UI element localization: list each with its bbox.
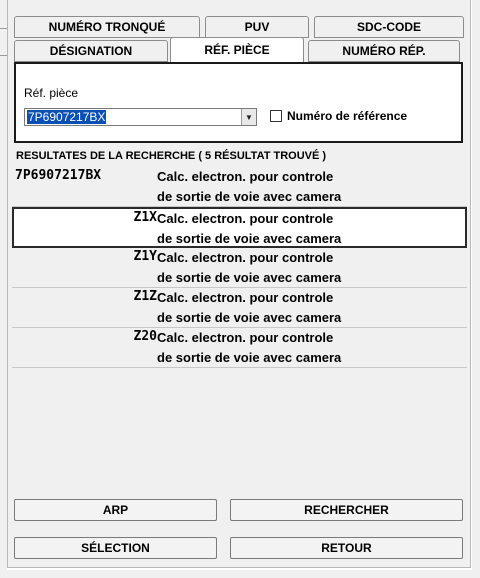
result-description-line: Calc. electron. pour controle <box>157 290 334 305</box>
result-code: 7P6907217BX <box>15 168 102 183</box>
numero-reference-checkbox[interactable] <box>270 110 282 122</box>
numero-reference-label[interactable]: Numéro de référence <box>287 109 408 123</box>
result-description <box>157 328 457 368</box>
result-description-line: Calc. electron. pour controle <box>157 250 334 265</box>
tab-numero-rep[interactable]: NUMÉRO RÉP. <box>308 40 460 62</box>
tab-numero-tronque[interactable]: NUMÉRO TRONQUÉ <box>14 16 200 38</box>
search-dialog <box>7 0 471 568</box>
search-panel <box>14 62 463 143</box>
tab-sdc-code[interactable]: SDC-CODE <box>314 16 464 38</box>
result-row[interactable] <box>12 288 467 328</box>
result-row-selected[interactable] <box>12 207 467 248</box>
ref-piece-value[interactable]: 7P6907217BX <box>28 110 106 124</box>
rechercher-button[interactable]: RECHERCHER <box>230 499 463 521</box>
background-window-edge <box>0 0 7 578</box>
result-row[interactable] <box>12 167 467 207</box>
result-description-line: de sortie de voie avec camera <box>157 189 342 204</box>
selection-button[interactable]: SÉLECTION <box>14 537 217 559</box>
result-description-line: de sortie de voie avec camera <box>157 270 342 285</box>
result-description-line: Calc. electron. pour controle <box>157 211 334 226</box>
result-description <box>157 209 457 249</box>
tab-ref-piece[interactable]: RÉF. PIÈCE <box>170 37 304 62</box>
background-divider <box>0 28 7 29</box>
result-description-line: Calc. electron. pour controle <box>157 169 334 184</box>
result-row[interactable] <box>12 328 467 368</box>
result-description <box>157 167 457 207</box>
result-description-line: de sortie de voie avec camera <box>157 310 342 325</box>
arp-button[interactable]: ARP <box>14 499 217 521</box>
result-description <box>157 288 457 328</box>
result-description-line: Calc. electron. pour controle <box>157 330 334 345</box>
result-code: Z20 <box>133 329 157 344</box>
result-code: Z1Z <box>133 289 157 304</box>
background-window-edge <box>0 570 480 578</box>
result-code: Z1Y <box>133 249 157 264</box>
result-code: Z1X <box>133 210 157 225</box>
result-row[interactable] <box>12 248 467 288</box>
result-description <box>157 248 457 288</box>
tab-designation[interactable]: DÉSIGNATION <box>14 40 168 62</box>
result-description-line: de sortie de voie avec camera <box>157 231 342 246</box>
retour-button[interactable]: RETOUR <box>230 537 463 559</box>
dropdown-arrow-icon[interactable]: ▼ <box>241 109 256 125</box>
result-description-line: de sortie de voie avec camera <box>157 350 342 365</box>
tab-puv[interactable]: PUV <box>205 16 309 38</box>
ref-piece-label: Réf. pièce <box>24 86 79 100</box>
background-divider <box>0 55 7 56</box>
results-header: RESULTATES DE LA RECHERCHE ( 5 RÉSULTAT TROUVÉ ) <box>16 150 327 162</box>
ref-piece-combobox[interactable] <box>24 108 257 126</box>
background-window-edge <box>472 0 480 578</box>
